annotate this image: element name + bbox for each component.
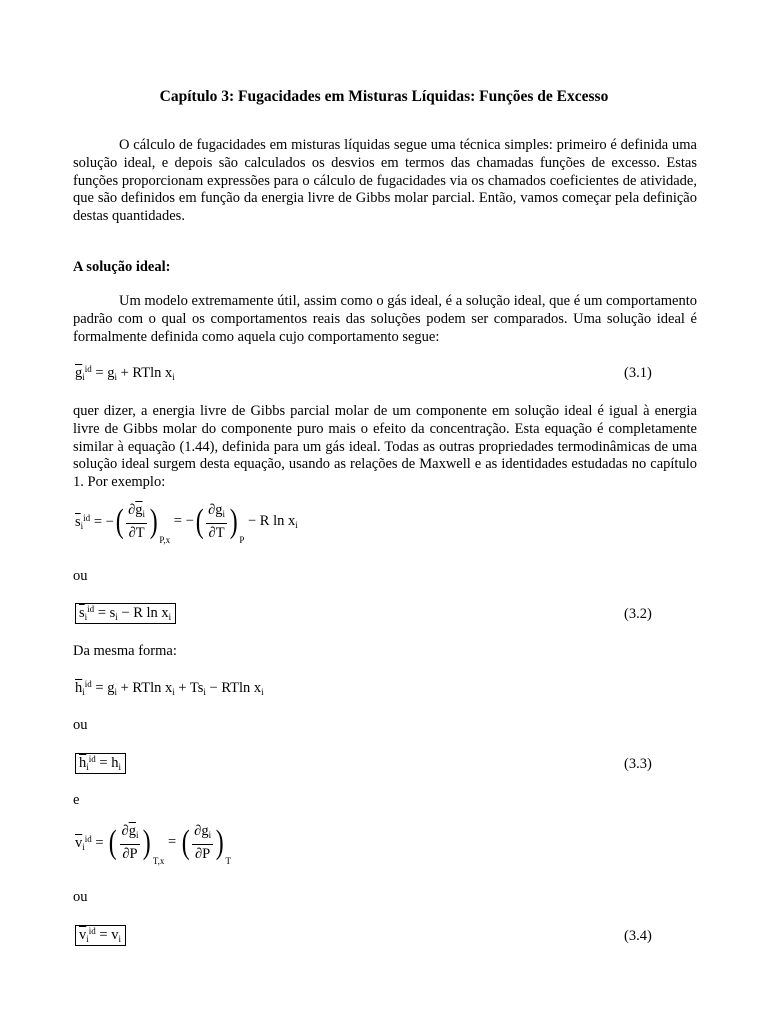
e-word: e: [73, 792, 80, 808]
equation-3-1: $\overline{g}_i^{id} = g_i + RTln$ $x_i$: [75, 364, 175, 382]
section-heading: A solução ideal:: [73, 259, 171, 275]
volume-derivative-equation: $\overline{v}_i^{id}$ = ( $\frac{\partial\overline{g}_i}{\partial P}$ )$_{T,x}$ = ( $\frac{\partial g_i}{\partial P}$ )$_T$: [75, 823, 231, 866]
ou-word-1: ou: [73, 568, 88, 584]
enthalpy-equation: $\overline{h}_i^{id} = g_i + RTln$ $x_i + Ts_i - RTln$ $x_i$: [75, 679, 264, 697]
equation-number-3-4: (3.4): [624, 928, 652, 944]
ou-word-3: ou: [73, 889, 88, 905]
entropy-derivative-equation: $\overline{s}_i^{id}$ = −( $\frac{\partial\overline{g}_i}{\partial T}$ )$_{P,x}$ = −( $\frac{\partial g_i}{\partial T}$ )$_P - R$ $\ln x_i$: [75, 502, 298, 545]
ou-word-2: ou: [73, 717, 88, 733]
equation-number-3-3: (3.3): [624, 756, 652, 772]
chapter-title: Capítulo 3: Fugacidades em Misturas Líquidas: Funções de Excesso: [159, 88, 609, 105]
equation-3-2: $\overline{s}_i^{id} = s_i - R$ $\ln x_i$: [75, 604, 176, 622]
intro-paragraph: O cálculo de fugacidades em misturas líquidas segue uma técnica simples: primeiro é definida uma solução ideal, e depois são calculados os desvios em termos das chamadas funções de excesso. Estas funções proporcionam expressões para o cálculo de fugacidades via os chamados coeficientes de atividade, que são definidos em função da energia livre de Gibbs molar parcial. Então, vamos começar pela definição destas quantidades.: [73, 137, 697, 225]
equation-number-3-2: (3.2): [624, 606, 652, 622]
equation-number-3-1: (3.1): [624, 365, 652, 381]
da-mesma-forma-text: Da mesma forma:: [73, 643, 177, 659]
ideal-solution-paragraph: Um modelo extremamente útil, assim como o gás ideal, é a solução ideal, que é um comportamento padrão com o qual os comportamentos reais das soluções podem ser comparados. Uma solução ideal é formalmente definida como aquela cujo comportamento segue:: [73, 293, 697, 345]
equation-3-3: $\overline{h}_i^{id} = h_i$: [75, 754, 126, 772]
equation-3-4: $\overline{v}_i^{id} = v_i$: [75, 926, 126, 944]
explanation-paragraph: quer dizer, a energia livre de Gibbs parcial molar de um componente em solução ideal é igual à energia livre de Gibbs molar do componente puro mais o efeito da concentração. Esta equação é completamente similar à equação (1.44), definida para um gás ideal. Todas as outras propriedades termodinâmicas de uma solução ideal surgem desta equação, usando as relações de Maxwell e as identidades estudadas no capítulo 1. Por exemplo:: [73, 403, 697, 491]
